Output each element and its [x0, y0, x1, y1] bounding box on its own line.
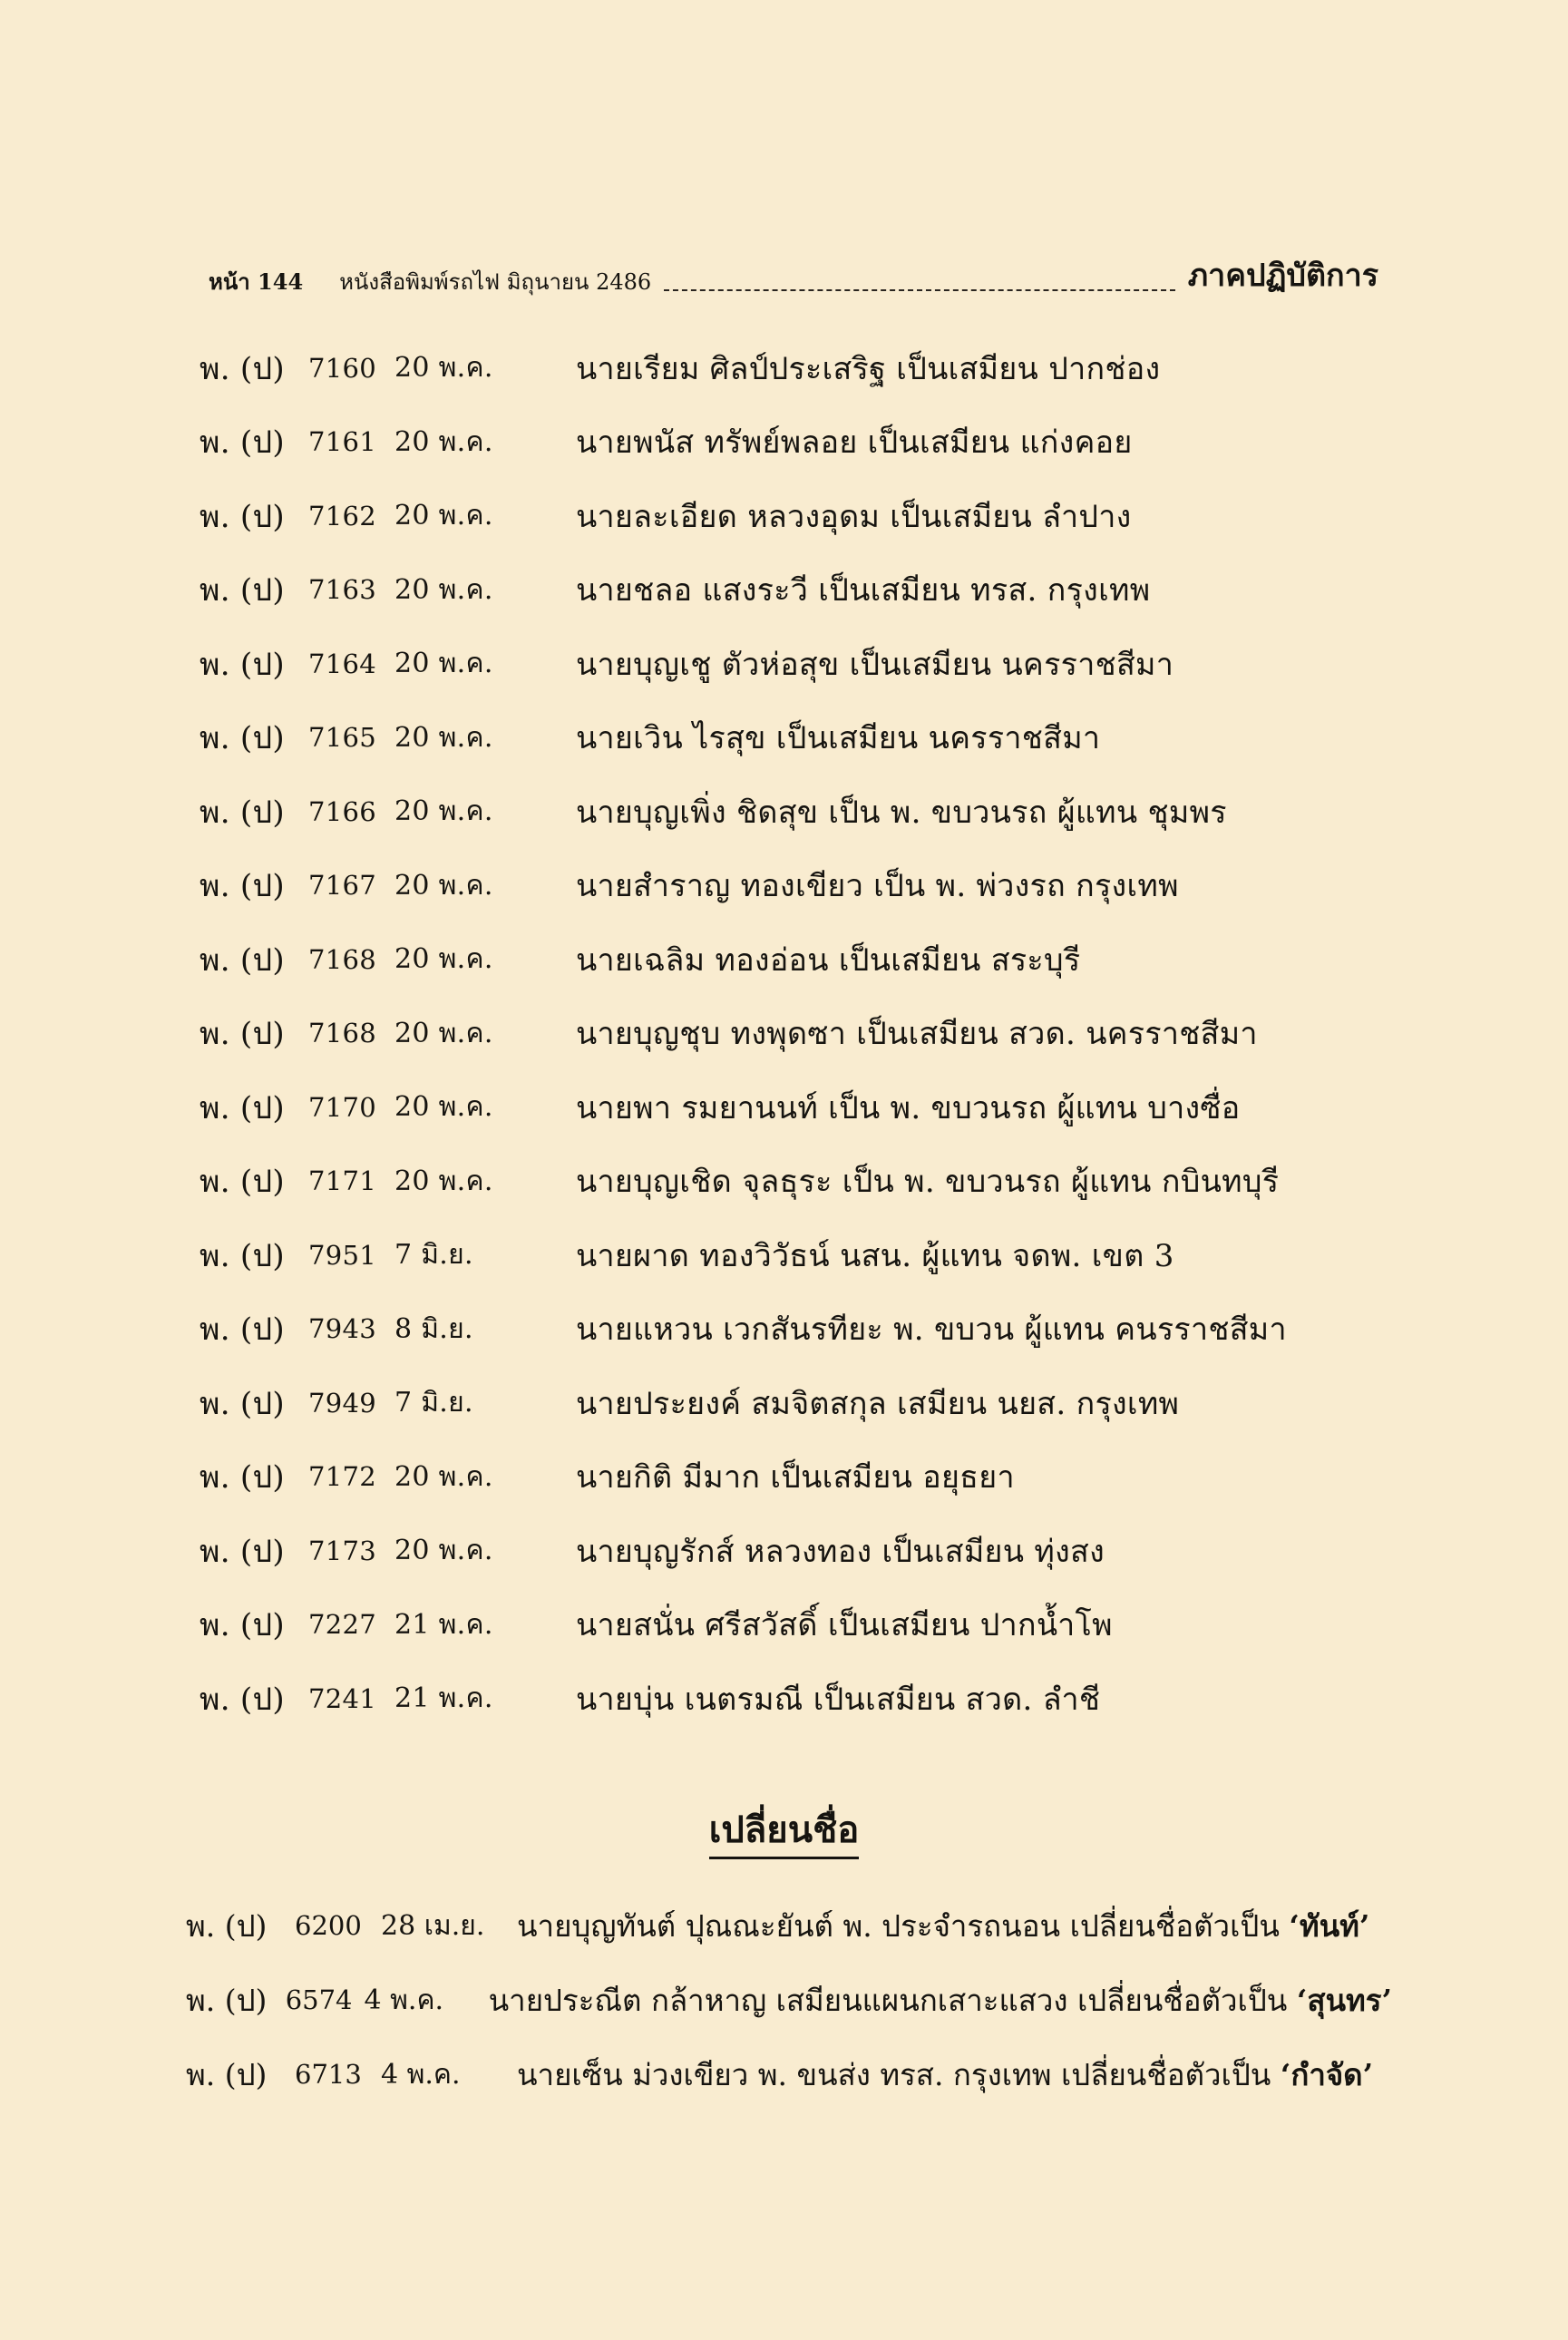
order-number: 7165	[308, 722, 377, 754]
list-item	[186, 1888, 1392, 1963]
order-text: นายพนัส ทรัพย์พลอย เป็นเสมียน แก่งคอย	[576, 424, 1133, 462]
list-item	[200, 1588, 1388, 1662]
order-code: พ. (ป)	[200, 941, 285, 979]
new-name: ‘กำจัด’	[1280, 2056, 1374, 2092]
order-code: พ. (ป)	[200, 794, 285, 831]
list-item	[200, 849, 1388, 923]
order-text	[489, 1976, 1392, 2024]
order-text: นายแหวน เวกสันรทียะ พ. ขบวน ผู้แทน คนรราชสีมา	[576, 1311, 1287, 1349]
list-item	[200, 331, 1388, 405]
order-number: 7951	[308, 1239, 377, 1271]
order-date: 20 พ.ค.	[394, 1017, 493, 1049]
order-text: นายละเอียด หลวงอุดม เป็นเสมียน ลำปาง	[576, 498, 1132, 535]
order-number: 7171	[308, 1165, 377, 1197]
order-text: นายสนั่น ศรีสวัสดิ์ เป็นเสมียน ปากน้ำโพ	[576, 1607, 1113, 1644]
order-code: พ. (ป)	[200, 720, 285, 757]
order-date: 20 พ.ค.	[394, 1165, 493, 1197]
list-item	[200, 1145, 1388, 1219]
order-number: 7168	[308, 1018, 377, 1049]
order-code: พ. (ป)	[200, 1459, 285, 1497]
order-date: 20 พ.ค.	[394, 1460, 493, 1493]
order-text: นายประยงค์ สมจิตสกุล เสมียน นยส. กรุงเทพ	[576, 1385, 1180, 1422]
list-item	[200, 701, 1388, 775]
order-number: 7949	[308, 1387, 377, 1419]
order-number: 7170	[308, 1091, 377, 1123]
order-text: นายชลอ แสงระวี เป็นเสมียน ทรส. กรุงเทพ	[576, 572, 1151, 609]
order-code: พ. (ป)	[200, 1089, 285, 1126]
list-item	[200, 479, 1388, 553]
list-item	[200, 1292, 1388, 1367]
header-rule	[664, 289, 1175, 291]
order-text: นายกิติ มีมาก เป็นเสมียน อยุธยา	[576, 1459, 1015, 1497]
order-number: 7160	[308, 352, 377, 384]
order-code: พ. (ป)	[200, 1311, 285, 1349]
change-text: นายเซ็น ม่วงเขียว พ. ขนส่ง ทรส. กรุงเทพ เปลี่ยนชื่อตัวเป็น	[517, 2056, 1271, 2092]
order-number: 7162	[308, 500, 377, 531]
order-text: นายบุ่น เนตรมณี เป็นเสมียน สวด. ลำชี	[576, 1681, 1101, 1718]
page-header	[209, 254, 1378, 299]
section-name: ภาคปฏิบัติการ	[1187, 258, 1378, 294]
list-item	[200, 1366, 1388, 1440]
order-number: 6574	[285, 1984, 353, 2015]
order-date: 20 พ.ค.	[394, 573, 493, 606]
order-date: 7 มิ.ย.	[394, 1387, 473, 1419]
order-number: 6200	[295, 1910, 362, 1941]
order-date: 20 พ.ค.	[394, 943, 493, 976]
order-number: 7163	[308, 574, 377, 606]
order-date: 28 เม.ย.	[381, 1909, 485, 1942]
order-date: 20 พ.ค.	[394, 721, 493, 754]
order-text: นายเฉลิม ทองอ่อน เป็นเสมียน สระบุรี	[576, 941, 1081, 979]
order-text: นายผาด ทองวิวัธน์ นสน. ผู้แทน จดพ. เขต 3	[576, 1237, 1174, 1274]
order-code: พ. (ป)	[186, 2056, 268, 2092]
order-code: พ. (ป)	[200, 1681, 285, 1718]
order-number: 7172	[308, 1461, 377, 1493]
order-text	[517, 2051, 1392, 2099]
order-text: นายบุญชุบ ทงพุดซา เป็นเสมียน สวด. นครราชสีมา	[576, 1016, 1258, 1053]
order-text: นายเรียม ศิลป์ประเสริฐ เป็นเสมียน ปากช่อง	[576, 350, 1161, 387]
order-text: นายบุญรักส์ หลวงทอง เป็นเสมียน ทุ่งสง	[576, 1533, 1105, 1570]
order-code: พ. (ป)	[186, 1907, 268, 1944]
list-item	[200, 997, 1388, 1071]
change-text: นายประณีต กล้าหาญ เสมียนแผนกเสาะแสวง เปลี่ยนชื่อตัวเป็น	[488, 1982, 1288, 2018]
order-code: พ. (ป)	[200, 1016, 285, 1053]
order-date: 4 พ.ค.	[381, 2058, 461, 2091]
order-number: 6713	[295, 2059, 362, 2090]
list-item	[200, 627, 1388, 701]
list-item	[200, 1218, 1388, 1292]
list-item	[200, 1440, 1388, 1515]
order-date: 20 พ.ค.	[394, 352, 493, 385]
order-date: 20 พ.ค.	[394, 795, 493, 828]
order-code: พ. (ป)	[200, 646, 285, 683]
list-item	[200, 775, 1388, 849]
order-date: 21 พ.ค.	[394, 1682, 493, 1715]
order-number: 7241	[308, 1682, 377, 1714]
order-number: 7168	[308, 943, 377, 975]
order-date: 20 พ.ค.	[394, 648, 493, 680]
order-code: พ. (ป)	[200, 868, 285, 905]
order-date: 20 พ.ค.	[394, 1091, 493, 1124]
appointment-list	[200, 331, 1388, 1736]
page-number: หน้า 144	[209, 268, 304, 295]
order-code: พ. (ป)	[200, 1237, 285, 1274]
name-change-list	[186, 1888, 1392, 2111]
order-text: นายสำราญ ทองเขียว เป็น พ. พ่วงรถ กรุงเทพ	[576, 868, 1179, 905]
section-heading	[0, 1800, 1568, 1858]
change-text: นายบุญทันต์ ปุณณะยันต์ พ. ประจำรถนอน เปลี่ยนชื่อตัวเป็น	[517, 1907, 1280, 1944]
order-date: 8 มิ.ย.	[394, 1312, 473, 1345]
order-code: พ. (ป)	[200, 572, 285, 609]
order-code: พ. (ป)	[200, 1533, 285, 1570]
order-text: นายพา รมยานนท์ เป็น พ. ขบวนรถ ผู้แทน บางซื่อ	[576, 1089, 1241, 1126]
order-code: พ. (ป)	[200, 1164, 285, 1201]
order-number: 7167	[308, 870, 377, 902]
publication-title: หนังสือพิมพ์รถไฟ มิถุนายน 2486	[339, 269, 652, 295]
order-date: 20 พ.ค.	[394, 1535, 493, 1567]
order-number: 7166	[308, 795, 377, 827]
order-text: นายบุญเพิ่ง ชิดสุข เป็น พ. ขบวนรถ ผู้แทน ชุมพร	[576, 794, 1227, 831]
list-item	[200, 1514, 1388, 1588]
list-item	[200, 1070, 1388, 1145]
order-number: 7173	[308, 1535, 377, 1566]
order-date: 4 พ.ค.	[364, 1984, 444, 2016]
order-text: นายเวิน ไรสุข เป็นเสมียน นครราชสีมา	[576, 720, 1101, 757]
order-number: 7164	[308, 648, 377, 679]
list-item	[200, 922, 1388, 997]
section-heading-text: เปลี่ยนชื่อ	[709, 1809, 860, 1859]
order-code: พ. (ป)	[200, 424, 285, 462]
order-text: นายบุญเชิด จุลธุระ เป็น พ. ขบวนรถ ผู้แทน กบินทบุรี	[576, 1164, 1280, 1201]
order-date: 20 พ.ค.	[394, 869, 493, 902]
order-number: 7943	[308, 1313, 377, 1345]
order-text	[517, 1902, 1392, 1950]
order-number: 7161	[308, 426, 377, 458]
order-date: 20 พ.ค.	[394, 500, 493, 532]
list-item	[186, 1963, 1392, 2037]
list-item	[186, 2037, 1392, 2111]
new-name: ‘ทันท์’	[1289, 1907, 1370, 1944]
order-code: พ. (ป)	[200, 350, 285, 387]
order-code: พ. (ป)	[200, 498, 285, 535]
order-code: พ. (ป)	[200, 1385, 285, 1422]
list-item	[200, 405, 1388, 480]
list-item	[200, 553, 1388, 628]
new-name: ‘สุนทร’	[1296, 1982, 1392, 2018]
order-text: นายบุญเชู ตัวห่อสุข เป็นเสมียน นครราชสีมา	[576, 646, 1174, 683]
order-code: พ. (ป)	[200, 1607, 285, 1644]
list-item	[200, 1662, 1388, 1736]
order-date: 20 พ.ค.	[394, 425, 493, 458]
order-date: 7 มิ.ย.	[394, 1239, 473, 1272]
order-code: พ. (ป)	[186, 1982, 268, 2018]
order-date: 21 พ.ค.	[394, 1608, 493, 1641]
order-number: 7227	[308, 1609, 377, 1641]
